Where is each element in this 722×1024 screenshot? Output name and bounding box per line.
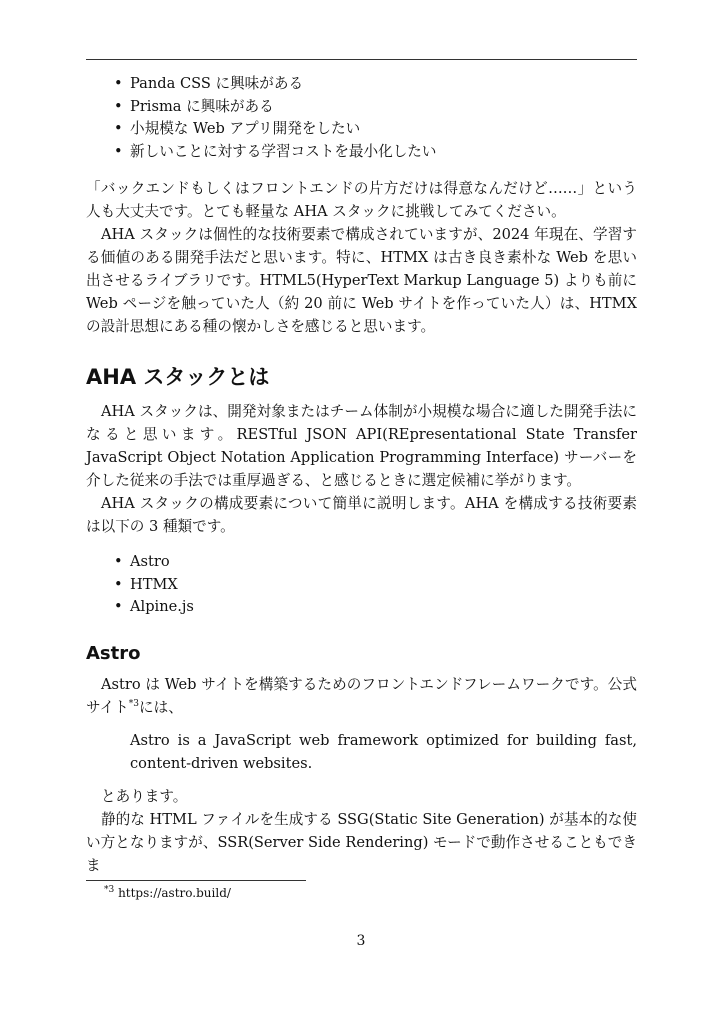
section-heading: AHA スタックとは xyxy=(86,365,270,389)
page-number: 3 xyxy=(356,933,366,949)
subsection-heading: Astro xyxy=(86,642,141,664)
section-paragraph-1: AHA スタックは、開発対象またはチーム体制が小規模な場合に適した開発手法になると思います。RESTful JSON API(REpresentational State Transfer JavaScript Object Notation Application Programming Interface) サーバーを介した従来の手法では重厚過ぎる、と感じるときに選定候補に挙がります。 xyxy=(86,403,637,489)
astro-paragraph-1 xyxy=(86,673,637,719)
astro-paragraph-1-tail: には、 xyxy=(139,698,183,716)
footnote xyxy=(104,884,231,902)
quote-block: Astro is a JavaScript web framework optimized for building fast, content-driven websites. xyxy=(130,731,637,772)
list-item: • 小規模な Web アプリ開発をしたい xyxy=(86,118,637,141)
bullet-list-top xyxy=(86,73,637,163)
header-rule xyxy=(86,59,637,60)
list-item: • Panda CSS に興味がある xyxy=(86,73,637,96)
section-paragraph-2: AHA スタックの構成要素について簡単に説明します。AHA を構成する技術要素は以下の 3 種類です。 xyxy=(86,495,637,535)
list-item: • HTMX xyxy=(86,574,637,597)
list-item: • Alpine.js xyxy=(86,596,637,619)
footnote-number: *3 xyxy=(104,885,115,895)
footnote-mark: *3 xyxy=(128,698,139,709)
astro-paragraph-3: 静的な HTML ファイルを生成する SSG(Static Site Generation) が基本的な使い方となりますが、SSR(Server Side Rendering) モードで動作させることもできま xyxy=(86,810,637,874)
intro-paragraph-1: 「バックエンドもしくはフロントエンドの片方だけは得意なんだけど……」という人も大丈夫です。とても軽量な AHA スタックに挑戦してみてください。 xyxy=(86,180,637,220)
footnote-rule xyxy=(86,880,306,881)
list-item: • Astro xyxy=(86,551,637,574)
list-item: • Prisma に興味がある xyxy=(86,96,637,119)
intro-paragraph-2: AHA スタックは個性的な技術要素で構成されていますが、2024 年現在、学習する価値のある開発手法だと思います。特に、HTMX は古き良き素朴な Web を思い出させるライブラリです。HTML5(HyperText Markup Language 5) よりも前に Web ページを触っていた人（約 20 前に Web サイトを作っていた人）は、HTMX の設計思想にある種の懐かしさを感じると思います。 xyxy=(86,226,637,335)
list-item: • 新しいことに対する学習コストを最小化したい xyxy=(86,141,637,164)
bullet-list-components xyxy=(86,551,637,619)
astro-paragraph-2: とあります。 xyxy=(101,787,188,805)
footnote-link[interactable]: https://astro.build/ xyxy=(118,886,231,900)
astro-paragraph-1-text: Astro は Web サイトを構築するためのフロントエンドフレームワークです。公式サイト xyxy=(86,675,637,716)
page-content xyxy=(86,73,637,877)
